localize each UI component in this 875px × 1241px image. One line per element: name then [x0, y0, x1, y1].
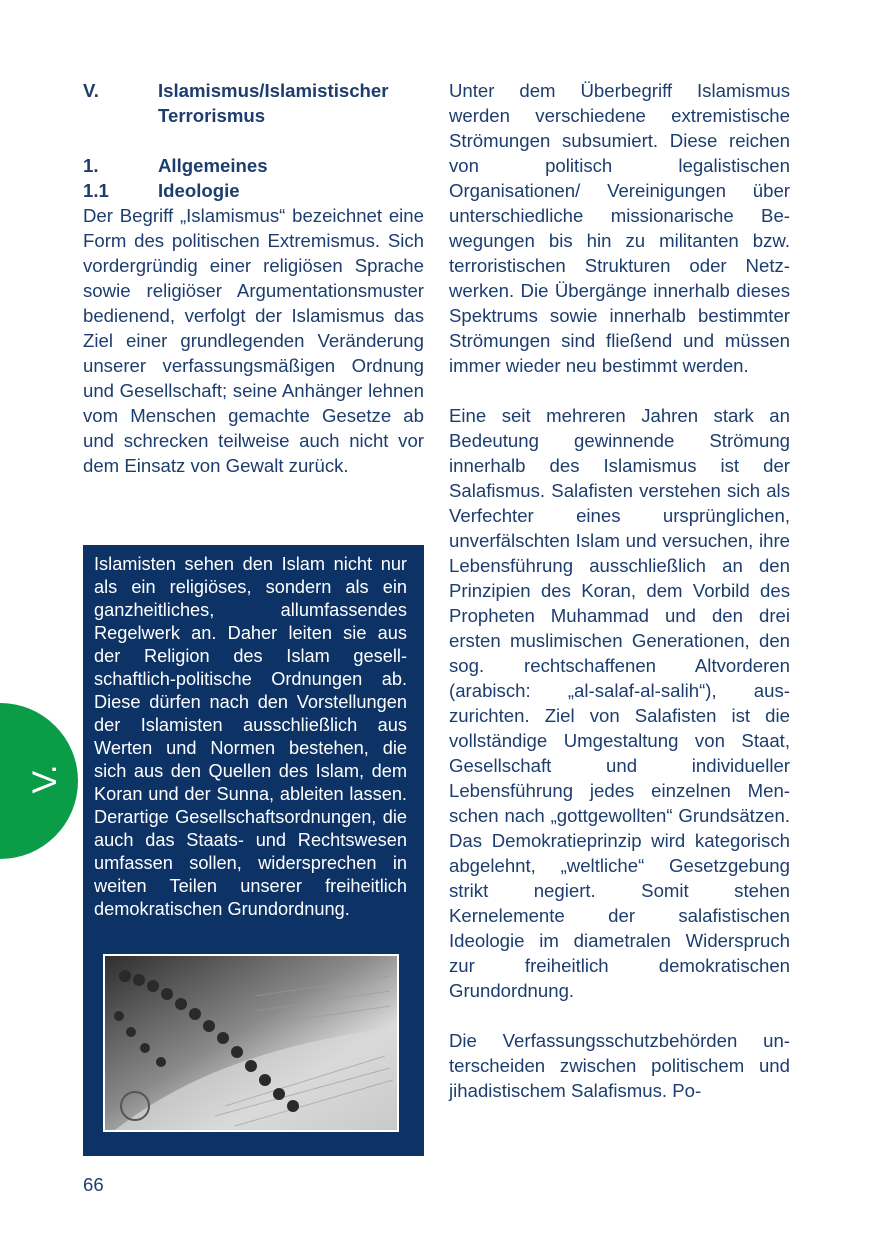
- quran-prayer-beads-photo: [103, 954, 399, 1132]
- info-box: [83, 545, 424, 1156]
- subsection-title: Allgemeines: [158, 155, 268, 176]
- subsubsection-title: Ideologie: [158, 180, 240, 201]
- right-column: [449, 78, 790, 1103]
- right-paragraph-1: Unter dem Überbegriff Islamismus werden verschiedene extremistische Strömungen subsumiert. Diese reichen von politisch legalistischen Organisationen/ Vereinigungen über unterschiedliche missionarische Bewegungen bis hin zu militanten bzw. terroristischen Strukturen oder Netzwerken. Die Übergänge innerhalb dieses Spektrums sowie innerhalb bestimmter Strömungen sind fließend und müssen immer wieder neu bestimmt werden.: [449, 80, 790, 376]
- page-number: 66: [83, 1174, 104, 1195]
- section-title-line2: Terrorismus: [158, 105, 266, 126]
- left-column: [83, 78, 424, 478]
- chapter-tab-label: V.: [25, 764, 64, 794]
- subsubsection-heading: [83, 178, 424, 203]
- subsection-heading: [83, 153, 424, 178]
- section-title-line1: Islamismus/Islamistischer: [158, 80, 389, 101]
- right-paragraph-3: Die Verfassungsschutzbehörden unterscheiden zwischen politischem und jihadistischem Salafismus. Po-: [449, 1030, 790, 1101]
- right-paragraph-2: Eine seit mehreren Jahren stark an Bedeutung gewinnende Strömung innerhalb des Islamismus ist der Salafismus. Salafisten verstehen sich als Verfechter eines ursprünglichen, unverfälschten Islam und versuchen, ihre Lebensführung ausschließlich an den Prinzipien des Koran, dem Vorbild des Propheten Muhammad und den drei ersten muslimischen Generationen, den sog. rechtschaffenen Altvorderen (arabisch: „al-salaf-al-salih“), auszurichten. Ziel von Salafisten ist die vollständige Umgestaltung von Staat, Gesellschaft und individueller Lebensführung jedes einzelnen Menschen nach „gottgewollten“ Grundsätzen. Das Demokratieprinzip wird kategorisch abgelehnt, „weltliche“ Gesetzgebung strikt negiert. Somit stehen Kernelemente der salafistischen Ideologie im diametralen Widerspruch zur freiheitlich demokratischen Grundordnung.: [449, 405, 790, 1001]
- section-heading: [83, 78, 424, 128]
- info-box-text: Islamisten sehen den Islam nicht nur als ein religiöses, sondern als ein ganzheitliches, allumfassendes Regelwerk an. Daher leiten sie aus der Religion des Islam gesellschaftlich-politische Ordnungen ab. Diese dürfen nach den Vorstellungen der Islamisten ausschließlich aus Werten und Normen bestehen, die sich aus den Quellen des Islam, dem Koran und der Sunna, ableiten lassen. Derartige Gesellschaftsordnungen, die auch das Staats- und Rechtswesen umfassen sollen, widersprechen in weiten Teilen unserer freiheitlich demokratischen Grundordnung.: [94, 554, 407, 919]
- subsection-number: 1.: [83, 155, 99, 176]
- intro-paragraph: Der Begriff „Islamismus“ bezeichnet eine Form des politischen Extremismus. Sich vordergründig einer religiösen Sprache sowie religiöser Argumentationsmuster bedienend, verfolgt der Islamismus das Ziel einer grundlegenden Veränderung unserer verfassungsmäßigen Ordnung und Gesellschaft; seine Anhänger lehnen vom Menschen gemachte Gesetze ab und schrecken teilweise auch nicht vor dem Einsatz von Gewalt zurück.: [83, 205, 424, 476]
- subsubsection-number: 1.1: [83, 180, 109, 201]
- photo-illustration: [105, 956, 397, 1130]
- section-number: V.: [83, 80, 99, 101]
